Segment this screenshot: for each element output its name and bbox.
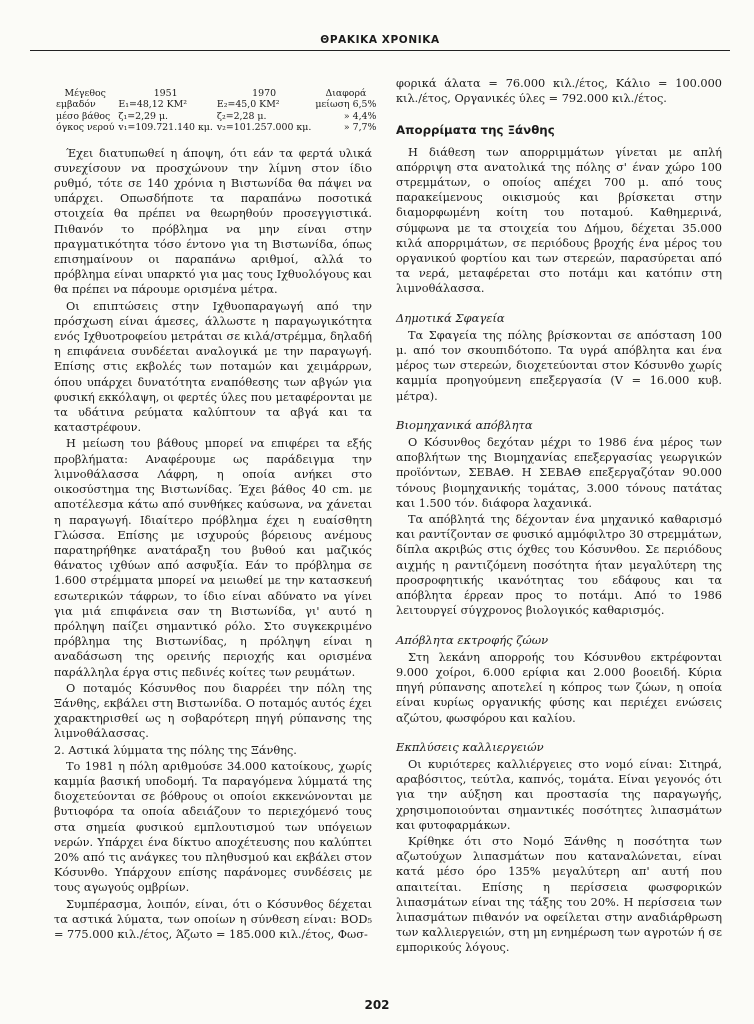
numbered-heading: 2. Αστικά λύμματα της πόλης της Ξάνθης. bbox=[54, 743, 297, 757]
right-column bbox=[396, 76, 722, 957]
subsection-heading: Δημοτικά Σφαγεία bbox=[396, 310, 505, 325]
body-paragraph: Ο Κόσυνθος δεχόταν μέχρι το 1986 ένα μέρος των αποβλήτων της Βιομηχανίας επεξεργασίας γεωργικών προϊόντων, ΣΕΒΑΘ. Η ΣΕΒΑΘ επεξεργαζόταν 90.000 τόνους βιομηχανικής τομάτας, 3.000 τόνους πατάτας και 1.500 τόν. διάφορα λαχανικά. bbox=[396, 436, 722, 510]
subsection-heading: Βιομηχανικά απόβλητα bbox=[396, 417, 533, 432]
body-paragraph: Τα Σφαγεία της πόλης βρίσκονται σε απόσταση 100 μ. από τον σκουπιδότοπο. Τα υγρά απόβλητα και ένα μέρος των στερεών, διοχετεύονται στον Κόσυνθο χωρίς καμμία προηγούμενη επεξεργασία (V = 16.000 κυβ. μέτρα). bbox=[396, 328, 722, 403]
body-paragraph: Η μείωση του βάθους μπορεί να επιφέρει τα εξής προβλήματα: Αναφέρουμε ως παράδειγμα την λιμνοθάλασσα Λάφρη, η οποία ανήκει στο οικοσύστημα της Βιστωνίδας. Έχει βάθος 40 cm. με αποτέλεσμα κάτω από συνθήκες καύσωνα, να χάνεται η παραγωγή. Ιδιαίτερο πρόβλημα έχει η ευαίσθητη Γλώσσα. Επίσης με ισχυρούς βόρειους ανέμους παρατηρήθηκε ανατάραξη του βυθού και μαζικός θάνατος ιχθύων από ασφυξία. Εάν το πρόβλημα σε 1.600 στρέμματα μπορεί να μειωθεί με την κατασκευή εσωτερικών τάφρων, το ίδιο είναι αδύνατο να γίνει για μιά επιφάνεια σαν τη Βιστωνίδα, γι' αυτό η πρόληψη παίζει σημαντικό ρόλο. Στο συγκεκριμένο πρόβλημα της Βιστωνίδας, η πρόληψη είναι η αναδάσωση της ορεινής περιοχής και ορισμένα παράλληλα έργα στις πεδινές κοίτες των ρευμάτων. bbox=[54, 437, 372, 679]
body-paragraph: Συμπέρασμα, λοιπόν, είναι, ότι ο Κόσυνθος δέχεται τα αστικά λύματα, των οποίων η σύνθεση είναι: BOD₅ = 775.000 κιλ./έτος, Άζωτο = 185.000 κιλ./έτος, Φωσ- bbox=[54, 897, 372, 941]
left-column bbox=[54, 74, 377, 943]
table-cell: μείωση 6,5% bbox=[315, 99, 377, 111]
table-cell: μέσο βάθος bbox=[56, 110, 111, 122]
table-header-cell: 1951 bbox=[153, 88, 178, 99]
subsection-heading: Απόβλητα εκτροφής ζώων bbox=[396, 632, 549, 647]
section-heading: Απορρίματα της Ξάνθης bbox=[396, 123, 555, 138]
table-header-cell: Μέγεθος bbox=[64, 88, 106, 99]
table-cell: E₂=45,0 KM² bbox=[216, 99, 280, 111]
table-cell: v₂=101.257.000 κμ. bbox=[216, 122, 312, 134]
lake-statistics-table bbox=[54, 88, 378, 134]
subsection-heading: Εκπλύσεις καλλιεργειών bbox=[396, 739, 544, 754]
table-cell: E₁=48,12 KM² bbox=[118, 99, 188, 111]
table-cell: εμβαδόν bbox=[56, 99, 96, 111]
table-header-cell: Διαφορά bbox=[325, 88, 367, 99]
table-cell: v₁=109.721.140 κμ. bbox=[118, 122, 213, 134]
table-cell: ζ₁=2,29 μ. bbox=[118, 110, 169, 122]
running-header: ΘΡΑΚΙΚΑ ΧΡΟΝΙΚΑ bbox=[320, 34, 440, 46]
body-paragraph: Οι επιπτώσεις στην Ιχθυοπαραγωγή από την πρόσχωση είναι άμεσες, άλλωστε η παραγωγικότητα ενός Ιχθυοτροφείου μετράται σε κιλά/στρέμμα, δηλαδή η επιφάνεια συνδέεται αναλογικά με την παραγωγή. Επίσης στις εκβολές των ποταμών και χειμάρρων, όπου υπάρχει δυνατότητα εναπόθεσης των αβγών για φυσική εκκόλαψη, οι φερτές ύλες που μεταφέρονται με τα υδάτινα ρεύματα καλύπτουν τα αβγά και τα καταστρέφουν. bbox=[54, 299, 372, 435]
body-paragraph: Η διάθεση των απορριμμάτων γίνεται με απλή απόρριψη στα ανατολικά της πόλης σ' έναν χώρο 100 στρεμμάτων, ο οποίος απέχει 700 μ. από τους παρακείμενους οικισμούς και βρίσκεται στην διαμορφωμένη κοίτη του ποταμού. Καθημερινά, σύμφωνα με τα στοιχεία του Δήμου, δέχεται 35.000 κιλά απορριμάτων, σε περιόδους βροχής ένα μέρος του οργανικού φορτίου και των στερεών, παρασύρεται από τα νερά, μεταφέρεται στο ποτάμι και κατόπιν στη λιμνοθάλασσα. bbox=[396, 145, 722, 296]
table-cell: » 7,7% bbox=[343, 122, 377, 134]
table-cell: ζ₂=2,28 μ. bbox=[216, 110, 267, 122]
body-paragraph: Το 1981 η πόλη αριθμούσε 34.000 κατοίκους, χωρίς καμμία βασική υποδομή. Τα παραγόμενα λύμματά της διοχετεύονται σε βόθρους οι οποίοι εκκενώνονται με βυτιοφόρα τα οποία αδειάζουν το περιεχόμενό τους στα σημεία φυσικού εμπλουτισμού των υπόγειων νερών. Υπάρχει ένα δίκτυο αποχέτευσης που καλύπτει 20% από τις ανάγκες του πληθυσμού και εκβάλει στον Κόσυνθο. Υπάρχουν επίσης παράνομες συνδέσεις με τους αγωγούς ομβρίων. bbox=[54, 759, 372, 895]
table-row bbox=[54, 99, 378, 110]
body-paragraph: Ο ποταμός Κόσυνθος που διαρρέει την πόλη της Ξάνθης, εκβάλει στη Βιστωνίδα. Ο ποταμός αυτός έχει χαρακτηρισθεί ως η σοβαρότερη πηγή ρύπανσης της λιμνοθάλασσας. bbox=[54, 681, 372, 741]
body-paragraph: Στη λεκάνη απορροής του Κόσυνθου εκτρέφονται 9.000 χοίροι, 6.000 ερίφια και 2.000 βοοειδή. Κύρια πηγή ρύπανσης αποτελεί η κόπρος των ζώων, η οποία είναι κυρίως οργανικής φύσης και περιέχει ενώσεις αζώτου, φωσφόρου και καλίου. bbox=[396, 650, 722, 725]
body-paragraph: Οι κυριότερες καλλιέργειες στο νομό είναι: Σιτηρά, αραβόσιτος, τεύτλα, καπνός, τομάτα. Είναι γεγονός ότι για την αύξηση και προστασία της παραγωγής, χρησιμοποιούνται σημαντικές ποσότητες λιπασμάτων και φυτοφαρμάκων. bbox=[396, 757, 722, 832]
page-number: 202 bbox=[364, 998, 390, 1012]
body-paragraph: Έχει διατυπωθεί η άποψη, ότι εάν τα φερτά υλικά συνεχίσουν να προσχώνουν την λίμνη στον ίδιο ρυθμό, τότε σε 140 χρόνια η Βιστωνίδα θα πάψει να υπάρχει. Οπωσδήποτε τα παραπάνω ποσοτικά στοιχεία θα πρέπει να θεωρηθούν προσεγγιστικά. Πιθανόν το πρόβλημα να μην είναι στην πραγματικότητα τόσο έντονο για τη Βιστωνίδα, όπως επισημαίνουν οι παραπάνω αριθμοί, αλλά το πρόβλημα είναι υπαρκτό για μας τους Ιχθυολόγους και θα πρέπει να πάρουμε ορισμένα μέτρα. bbox=[54, 146, 372, 297]
table-header-cell: 1970 bbox=[252, 88, 277, 99]
header-rule bbox=[30, 50, 730, 51]
body-paragraph: Τα απόβλητά της δέχονταν ένα μηχανικό καθαρισμό και ραντίζονταν σε φυσικό αμμόφιλτρο 30 στρεμμάτων, δίπλα ακριβώς στις όχθες του Κόσυνθου. Σε περιόδους αιχμής η ραντιζόμενη ποσότητα ήταν μεγαλύτερη της προσροφητικής ικανότητας του εδάφους και τα απόβλητα έρρεαν προς το ποτάμι. Από το 1986 λειτουργεί σύγχρονος βιολογικός καθαρισμός. bbox=[396, 513, 722, 618]
continued-paragraph: φορικά άλατα = 76.000 κιλ./έτος, Κάλιο = 100.000 κιλ./έτος, Οργανικές ύλες = 792.000 κιλ./έτος. bbox=[396, 77, 722, 106]
table-row bbox=[54, 122, 378, 133]
table-cell: όγκος νερού bbox=[56, 122, 115, 134]
table-header-row bbox=[54, 88, 378, 99]
table-row bbox=[54, 111, 378, 122]
table-cell: » 4,4% bbox=[343, 110, 377, 122]
body-paragraph: Κρίθηκε ότι στο Νομό Ξάνθης η ποσότητα των αζωτούχων λιπασμάτων που καταναλώνεται, είναι κατά μέσο όρο 135% μεγαλύτερη απ' αυτή που απαιτείται. Επίσης η περίσσεια φωσφορικών λιπασμάτων είναι της τάξης του 20%. Η περίσσεια των λιπασμάτων πιθανόν να οφείλεται στην αναδιάρθρωση των καλλιεργειών, στη μη ενημέρωση των αγροτών ή σε εμπορικούς λόγους. bbox=[396, 834, 722, 955]
